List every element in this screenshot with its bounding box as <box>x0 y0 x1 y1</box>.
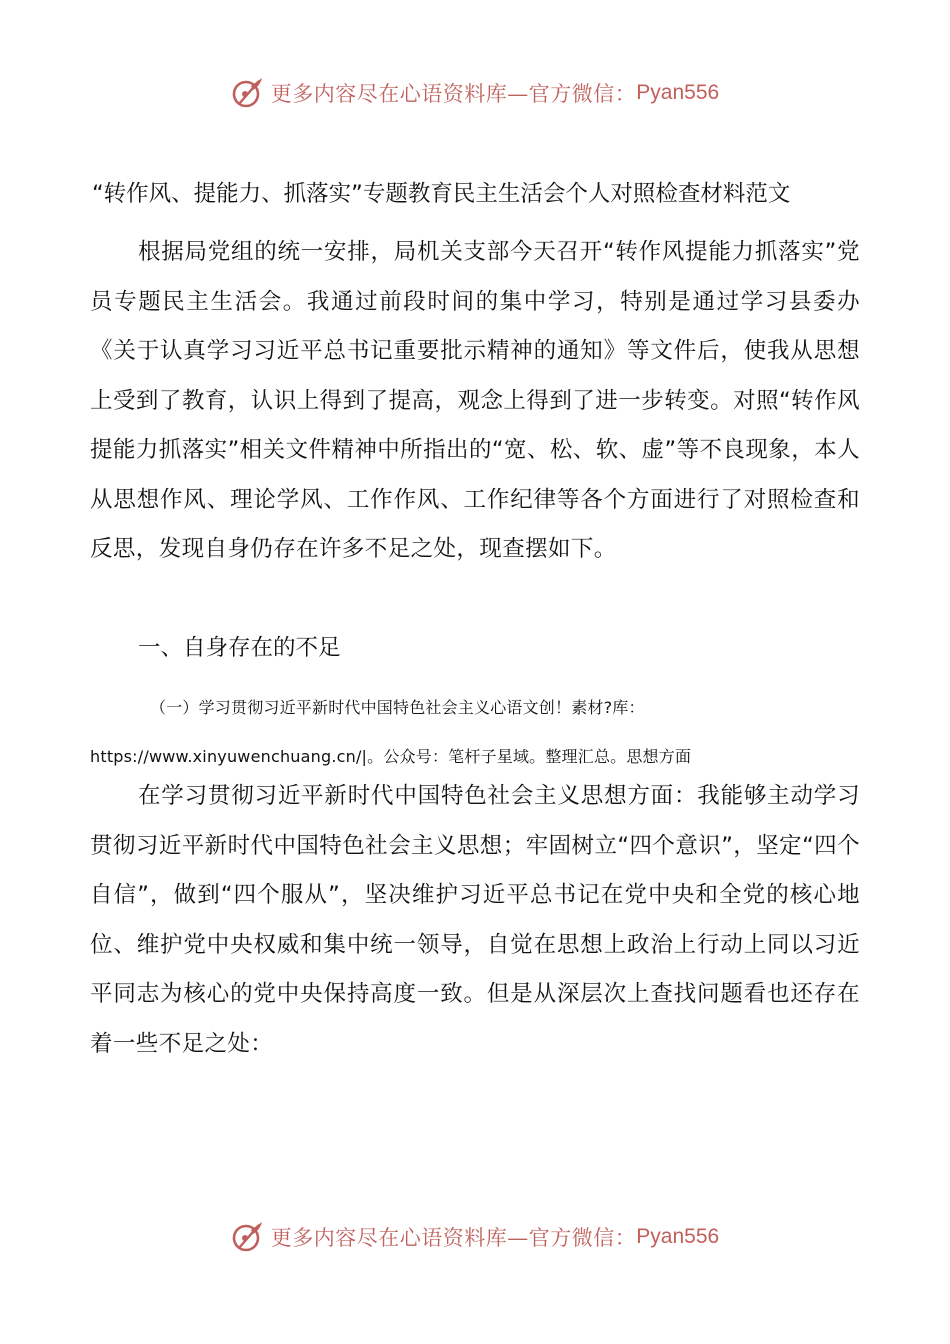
watermark-wechat-id: Pyan556 <box>636 1225 720 1248</box>
watermark-wechat-id: Pyan556 <box>636 81 720 104</box>
header-watermark-banner <box>0 70 950 116</box>
watermark-text: 更多内容尽在心语资料库—官方微信： <box>270 82 637 106</box>
footer-watermark-banner <box>0 1214 950 1260</box>
quill-logo-icon <box>231 76 265 110</box>
intro-paragraph: 根据局党组的统一安排，局机关支部今天召开“转作风提能力抓落实”党员专题民主生活会。我通过前段时间的集中学习，特别是通过学习县委办《关于认真学习习近平总书记重要批示精神的通知》等文件后，使我从思想上受到了教育，认识上得到了提高，观念上得到了进一步转变。对照“转作风提能力抓落实”相关文件精神中所指出的“宽、松、软、虚”等不良现象，本人从思想作风、理论学风、工作作风、工作纪律等各个方面进行了对照检查和反思，发现自身仍存在许多不足之处，现查摆如下。 <box>90 239 860 562</box>
document-title: “转作风、提能力、抓落实”专题教育民主生活会个人对照检查材料范文 <box>92 181 791 207</box>
section-heading: 一、自身存在的不足 <box>138 635 341 661</box>
subsection-heading: （一）学习贯彻习近平新时代中国特色社会主义心语文创！素材?库：https://www.xinyuwenchuang.cn/|。公众号：笔杆子星域。整理汇总。思想方面 <box>90 698 692 766</box>
quill-logo-icon <box>231 1220 265 1254</box>
body-paragraph: 在学习贯彻习近平新时代中国特色社会主义思想方面：我能够主动学习贯彻习近平新时代中国特色社会主义思想；牢固树立“四个意识”，坚定“四个自信”，做到“四个服从”，坚决维护习近平总书记在党中央和全党的核心地位、维护党中央权威和集中统一领导，自觉在思想上政治上行动上同以习近平同志为核心的党中央保持高度一致。但是从深层次上查找问题看也还存在着一些不足之处： <box>90 783 860 1057</box>
watermark-text: 更多内容尽在心语资料库—官方微信： <box>270 1226 637 1250</box>
